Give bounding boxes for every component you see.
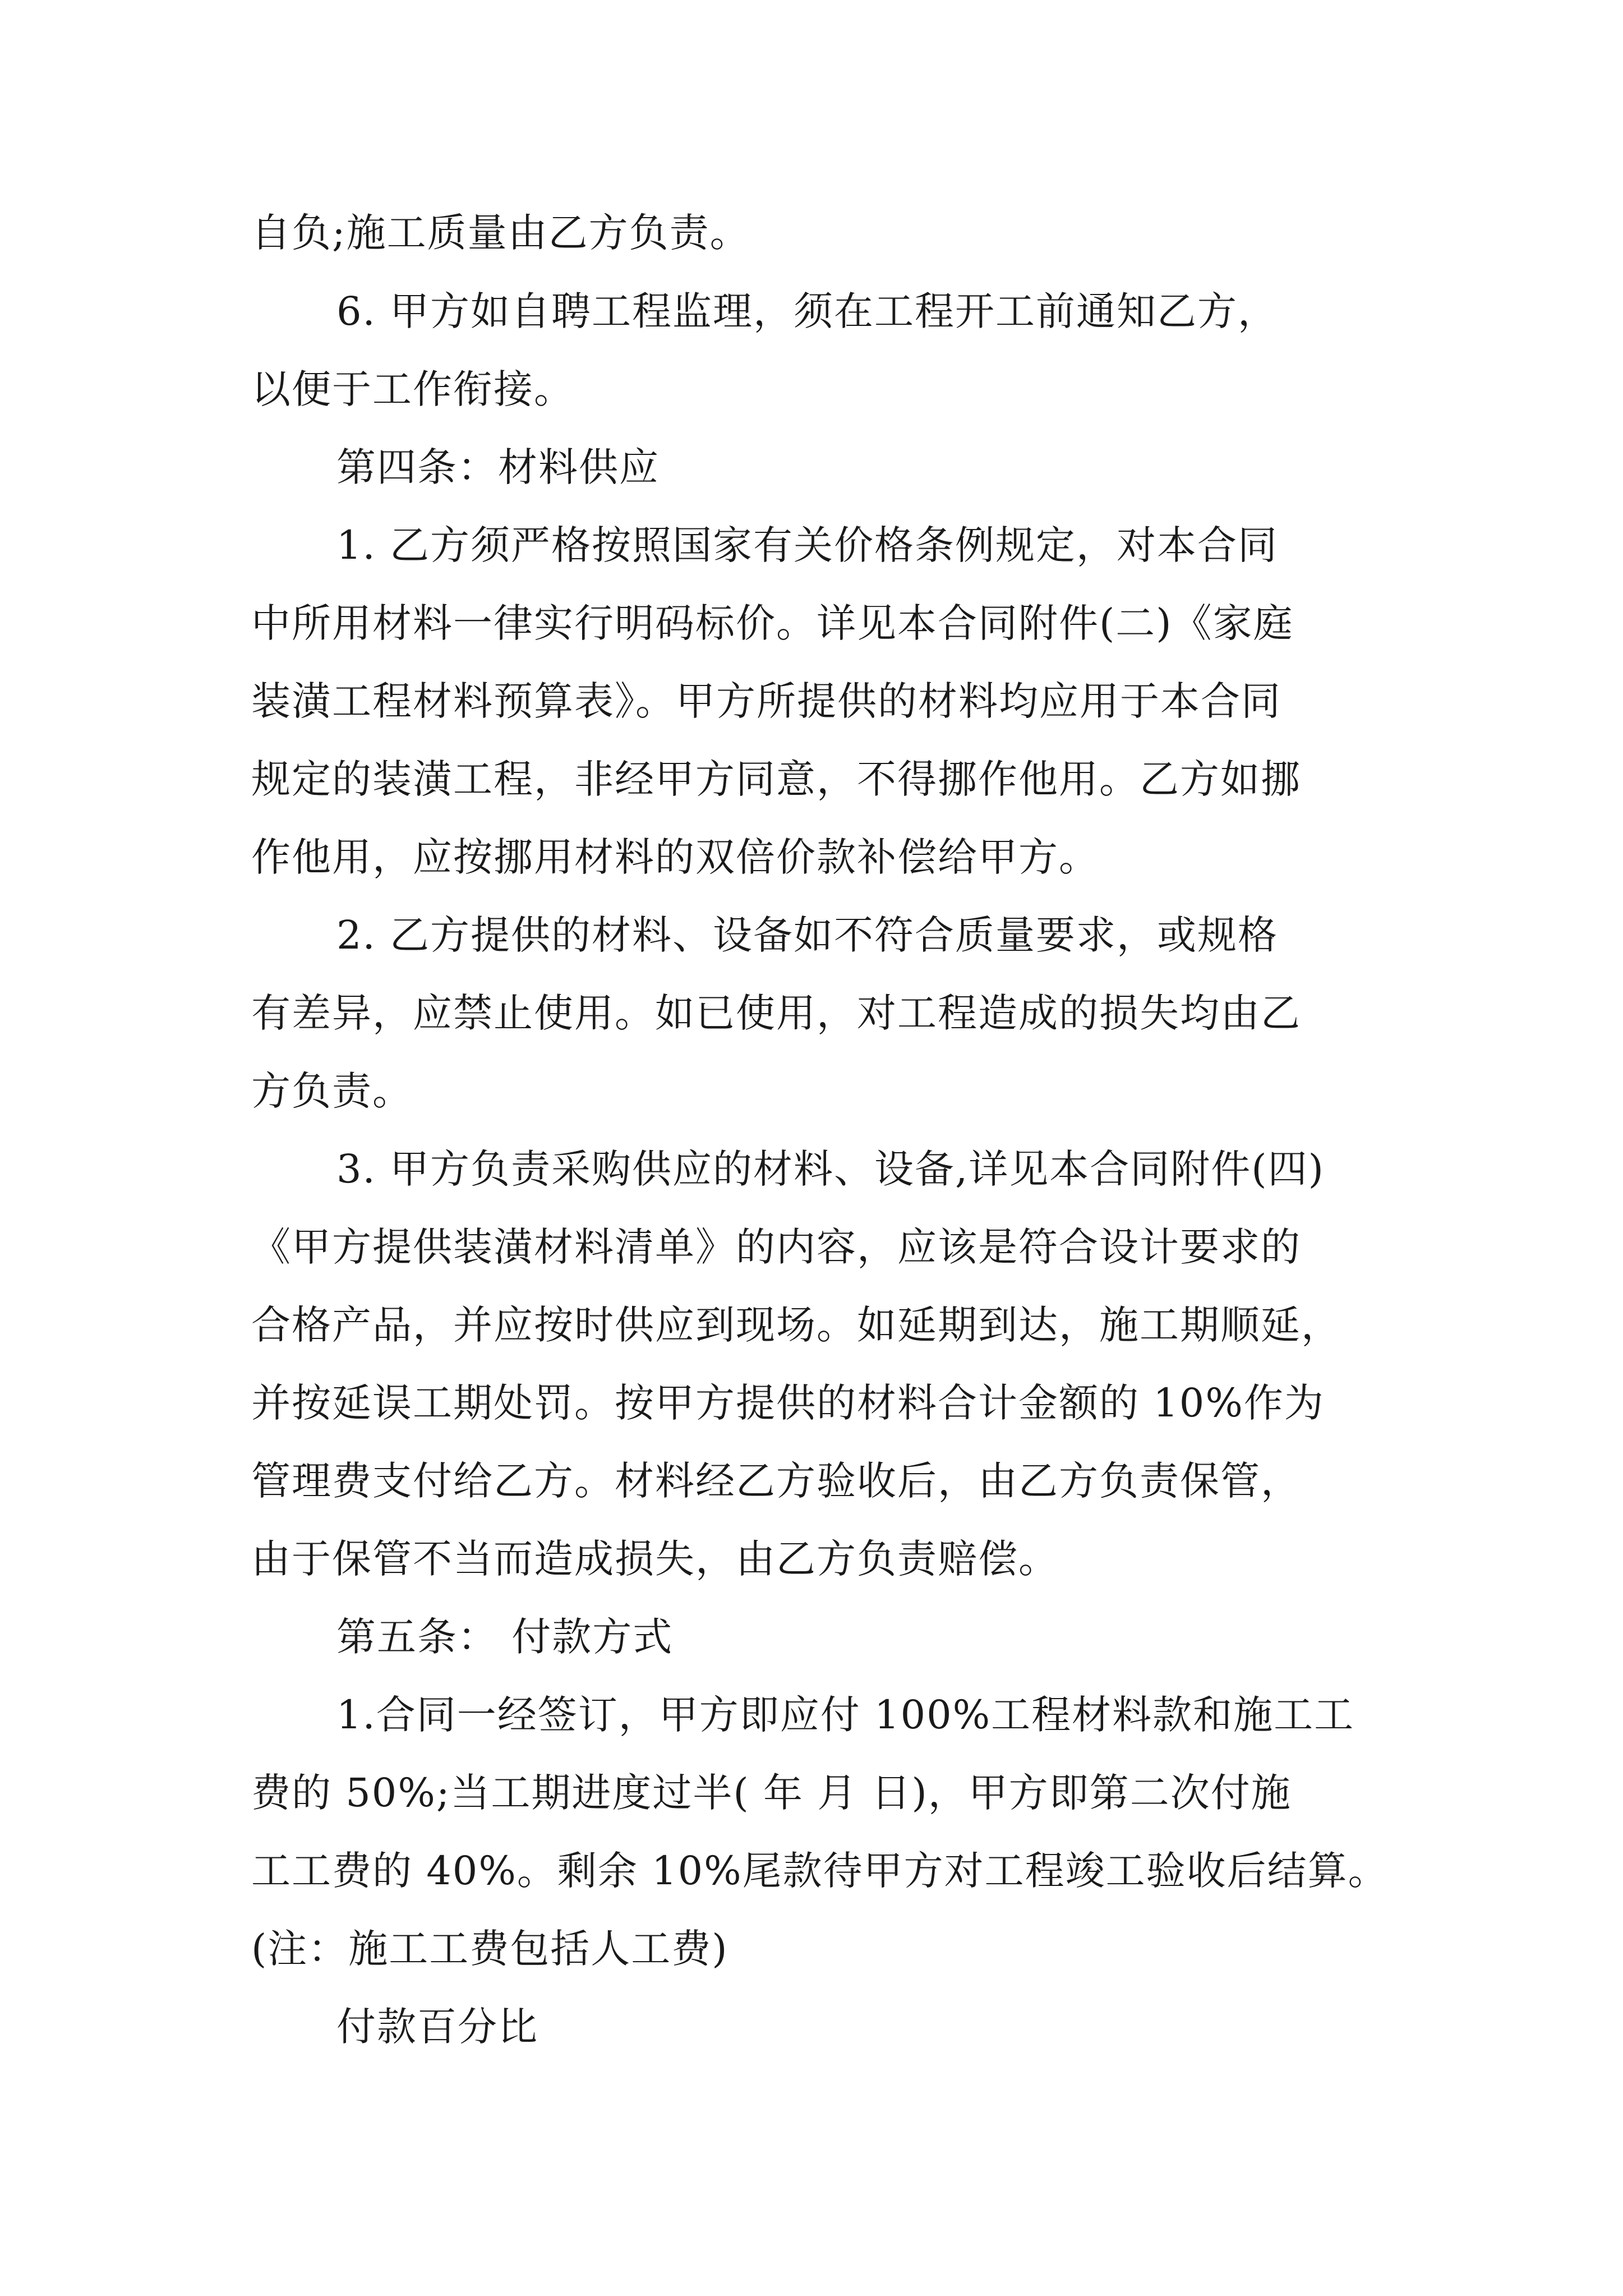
text-line: 合格产品，并应按时供应到现场。如延期到达，施工期顺延，: [251, 1302, 1341, 1348]
text-line: 费的 50%;当工期进度过半( 年 月 日)，甲方即第二次付施: [251, 1770, 1292, 1816]
section-heading: 第五条： 付款方式: [336, 1614, 674, 1660]
text-line: 装潢工程材料预算表》。甲方所提供的材料均应用于本合同: [251, 678, 1281, 724]
text-line: 作他用，应按挪用材料的双倍价款补偿给甲方。: [251, 834, 1099, 880]
text-line: 有差异，应禁止使用。如已使用，对工程造成的损失均由乙: [251, 990, 1301, 1036]
section-heading: 第四条：材料供应: [336, 444, 660, 490]
text-line: 自负;施工质量由乙方负责。: [251, 210, 750, 256]
text-line: 由于保管不当而造成损失，由乙方负责赔偿。: [251, 1536, 1059, 1582]
text-line: 工工费的 40%。剩余 10%尾款待甲方对工程竣工验收后结算。: [251, 1848, 1389, 1894]
text-line: 付款百分比: [336, 2004, 538, 2050]
text-line: 以便于工作衔接。: [251, 366, 574, 412]
text-line: (注：施工工费包括人工费): [251, 1926, 728, 1972]
text-line: 并按延误工期处罚。按甲方提供的材料合计金额的 10%作为: [251, 1380, 1325, 1426]
text-line: 《甲方提供装潢材料清单》的内容，应该是符合设计要求的: [251, 1224, 1301, 1270]
text-line: 管理费支付给乙方。材料经乙方验收后，由乙方负责保管，: [251, 1458, 1301, 1504]
text-line: 方负责。: [251, 1068, 413, 1114]
text-line: 中所用材料一律实行明码标价。详见本合同附件(二)《家庭: [251, 600, 1294, 646]
text-line: 6. 甲方如自聘工程监理，须在工程开工前通知乙方，: [336, 288, 1279, 334]
text-line: 1.合同一经签订，甲方即应付 100%工程材料款和施工工: [336, 1692, 1355, 1738]
text-line: 3. 甲方负责采购供应的材料、设备,详见本合同附件(四): [336, 1146, 1325, 1192]
text-line: 规定的装潢工程，非经甲方同意，不得挪作他用。乙方如挪: [251, 756, 1301, 802]
text-line: 1. 乙方须严格按照国家有关价格条例规定，对本合同: [336, 522, 1279, 568]
text-line: 2. 乙方提供的材料、设备如不符合质量要求，或规格: [336, 912, 1279, 958]
